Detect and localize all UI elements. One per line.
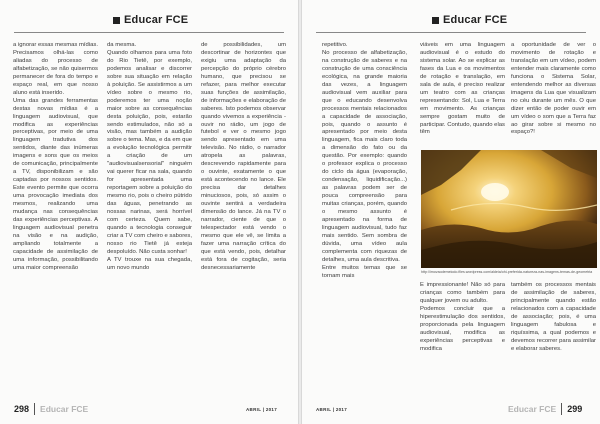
left-page: [0, 0, 298, 424]
left-column-2-text: da mesma. Quando olhamos para uma foto do Rio Tietê, por exemplo, podemos analisar e discorrer sobre sua situação em relação à poluição. Se assistirmos a um vídeo sobre o mesmo rio, poderemos ter uma noção maior sobre as consequências desta poluição, pois, estarão sendo estimulados, não só a visão, mas também a audição sobre o tema. Mas, e da em que a evolução tecnológica permitir a criação de um "audiovisualsensorial" ninguém vai querer ficar na sala, quando for apresentada uma reportagem sobre a poluição do mesmo rio, pois o cheiro pútrido das águas, penetrando as nossas narinas, será horrível com certeza. Quem sabe, quando a tecnologia conseguir criar a TV com cheiro e sabores, nosso rio Tietê já esteja despoluído. Não custa sonhar! A TV trouxe na sua chegada, um novo mundo: [107, 42, 192, 271]
right-column-2b-text: É impressionante! Não só para crianças como também para qualquer jovem ou adulto. Podemos concluir que a hiperestimulação dos sentidos, proporcionada pela linguagem audiovisual, modifica as experiências perceptivas e modifica: [420, 282, 505, 352]
left-column-2: [107, 42, 192, 352]
left-footer-date-wrap: [246, 402, 277, 416]
right-column-2: [420, 42, 505, 148]
sunset-photo: [421, 150, 597, 268]
left-page-number: 298: [14, 404, 30, 414]
right-footer: [508, 402, 582, 416]
right-column-3b: [511, 282, 596, 354]
sunset-photo-image: [421, 150, 597, 268]
left-footer: [14, 402, 88, 416]
left-column-3: [201, 42, 286, 352]
right-footer-date-wrap: [316, 402, 347, 416]
footer-divider: [34, 403, 35, 415]
left-column-1: [13, 42, 98, 352]
right-footer-date: ABRIL | 2017: [316, 406, 348, 412]
right-header-title: Educar FCE: [443, 14, 508, 26]
right-column-3-text: a oportunidade de ver o movimento de rotação e translação em um vídeo, podem entender mais claramente como funciona o Sistema Solar, entendendo melhor as diversas imagens da Lua que visualizam no céu durante um mês. O que dizer então de poder ouvir em um vídeo o som que a Terra faz ao girar sobre si mesmo no espaço?!: [511, 42, 596, 136]
right-column-1-text: repetitivo. No processo de alfabetização, na construção de saberes e na construção de uma consciência ecológica, na grande maioria das vezes, a linguagem audiovisual vem auxiliar para que o educando desenvolva processos mentais relacionados a capacidade de associação, pois, quando o assunto é apresentado por meio desta linguagem, fica mais claro toda a dimensão do fato ou da questão. Por exemplo: quando o professor explica o processo do ciclo da água (evaporação, condensação, liquidificação...) as palavras podem ser de pouca compreensão para muitas crianças, porém, quando o mesmo assunto é apresentado na forma de linguagem audiovisual, tudo faz mais sentido. Sem sombra de dúvida, uma vídeo aula complementa com riquezas de detalhes, uma aula descritiva. Entre muitos temas que se tornam mais: [322, 42, 407, 279]
left-footer-magazine: Educar FCE: [40, 404, 89, 414]
right-footer-magazine: Educar FCE: [508, 404, 557, 414]
footer-divider: [561, 403, 562, 415]
header-square-icon: [432, 17, 439, 24]
left-header-rule: [14, 32, 284, 33]
left-header: [113, 13, 188, 27]
left-column-1-text: a ignorar essas mesmas mídias. Precisamos olhá-las como aliadas do processo de alfabetização, se não quisermos permanecer de fora do tempo e espaço real, em que nosso aluno está inserido. Uma das grandes ferramentas destas novas mídias é a linguagem audiovisual, que modifica as experiências perceptivas, por meio de uma linguagem tradutiva dos sentidos, diante das inúmeras imagens e sons que os meios de comunicação, principalmente a TV, disponibilizam e são captadas por nossos sentidos. Este evento permite que ocorra uma provocação imediata dos mesmos, realizando uma mudança nas consequências das experiências perceptivas. A linguagem audiovisual penetra na visão e na audição, ampliando totalmente a capacidade de assimilação de uma informação, possibilitando uma maior compreensão: [13, 42, 98, 271]
left-footer-date: ABRIL | 2017: [246, 406, 278, 412]
right-header: [432, 13, 507, 27]
right-column-1: [322, 42, 407, 352]
right-column-3b-text: também os processos mentais de assimilação de saberes, principalmente quando estão relacionados com a capacidade de associação; pois, é uma linguagem fabulosa e riquíssima, a qual podemos e devemos recorrer para assimilar e elaborar saberes.: [511, 282, 596, 352]
right-column-3: [511, 42, 596, 148]
right-page: [302, 0, 600, 424]
right-header-rule: [316, 32, 586, 33]
right-page-number: 299: [567, 404, 583, 414]
left-header-title: Educar FCE: [124, 14, 189, 26]
right-column-2-text: viáveis em uma linguagem audiovisual é o estudo do sistema solar. Ao se explicar as fases da Lua e os movimentos de rotação e translação, em sala de aula, é preciso realizar um teatro com as crianças representando: Sol, Lua e Terra em movimento. As crianças sempre gostam muito de participar. Contudo, quando elas têm: [420, 42, 505, 136]
header-square-icon: [113, 17, 120, 24]
left-column-3-text: de possibilidades, um descortinar de horizontes que exigiu uma adaptação da percepção do próprio cérebro humano, que precisou se refazer, para melhor executar suas funções de assimilação, de informações e elaboração de saberes. Isto podemos observar quando vivemos a experiência - ouvir no rádio, um jogo de futebol e ver o mesmo jogo sendo apresentado em uma televisão. No rádio, o narrador atropela as palavras, descrevendo rapidamente para o ouvinte, exatamente o que está acontecendo no lance. Ele precisa dar detalhes minuciosos, pois, só assim o ouvinte sentirá a verdadeira dimensão do lance. Já na TV o narrador, ciente de que o telespectador está vendo o mesmo que ele vê, se limita a fazer uma narração crítica do que está vendo, pois, detalhar está fora de cogitação, seria desnecessariamente: [201, 42, 286, 271]
photo-caption: http://imovaodemeiodo.files.wordpress.com/aldeia/ohi-preferida-natureza-nas-imagens-temas-de-geometria: [421, 270, 593, 274]
right-column-2b: [420, 282, 505, 354]
